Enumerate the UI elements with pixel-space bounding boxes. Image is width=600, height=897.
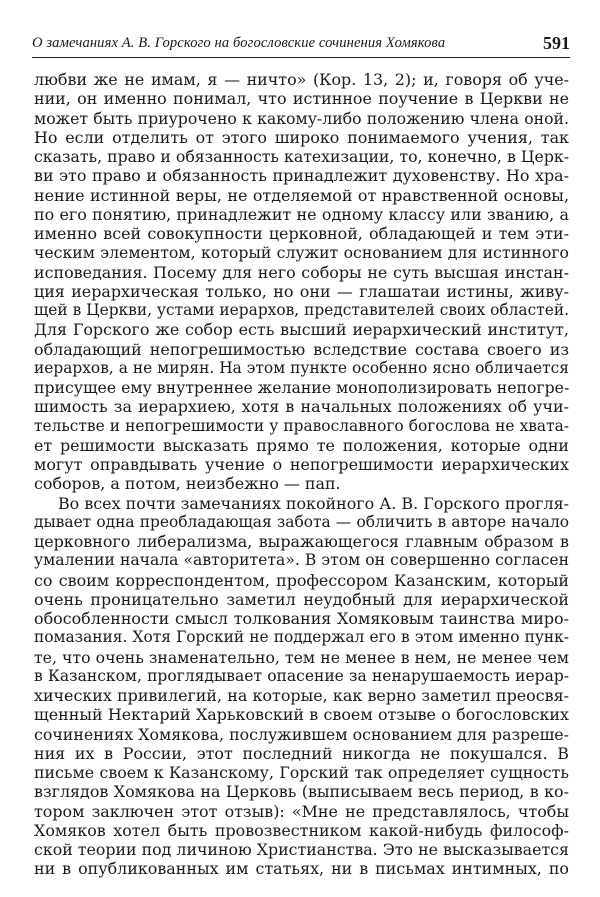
text-line: ния их в России, этот последний никогда не покушался. В [34,743,569,763]
paragraph-1 [34,70,569,494]
text-line: взглядов Хомякова на Церковь (выписываем весь период, в ко- [34,782,569,802]
text-line: исповедания. Посему для него соборы не суть высшая инстан- [34,262,569,282]
text-line: хических привилегий, на которые, как верно заметил преосвя- [34,686,569,705]
text-line: любви же не имам, я — ничто» (Кор. 13, 2); и, говоря об уче- [34,70,569,89]
text-line: ской теории под личиною Христианства. Это не высказывается [34,840,569,859]
text-line: именно всей совокупности церковной, обладающей и тем эти- [34,224,569,243]
text-line: может быть приурочено к какому-либо положению члена оной. [34,108,569,128]
text-line: дывает одна преобладающая забота — обличить в авторе начало [34,512,569,531]
text-line: церковного либерализма, выражающегося главным образом в [34,532,569,551]
text-line: ция иерархическая только, но они — глашатаи истины, живу- [34,281,569,301]
text-line: соборов, а потом, неизбежно — пап. [34,474,341,494]
text-line: помазания. Хотя Горский не поддержал его в этом именно пунк- [34,628,569,647]
running-head [32,33,570,55]
text-line: ни в опубликованных им статьях, ни в письмах интимных, по [34,859,569,879]
text-line: ет решимости высказать прямо те положения, которые одни [34,435,569,455]
text-line: письме своем к Казанскому, Горский так определяет сущность [34,763,569,782]
body-text [34,70,569,879]
text-line: тором заключен этот отзыв): «Мне не представлялось, чтобы [34,801,569,821]
text-line: Для Горского же собор есть высший иерархический институт, [34,320,569,340]
text-line: шимость за иерархиею, хотя в начальных положениях об учи- [34,397,569,417]
running-title: О замечаниях А. В. Горского на богословские сочинения Хомякова [32,35,446,51]
text-line: иерархов, а не мирян. На этом пункте особенно ясно обличается [34,358,569,377]
text-line: по его понятию, принадлежит не одному классу или званию, а [34,204,569,224]
text-line: присущее ему внутреннее желание монополизировать непогре- [34,378,570,397]
page-number: 591 [543,33,570,53]
text-line: ческим элементом, который служит основанием для истинного [34,243,569,263]
text-line: Но если отделить от этого широко понимаемого учения, так [34,127,569,147]
text-line: нение истинной веры, не отделяемой от нравственной основы, [34,185,569,205]
text-line: ви это право и обязанность принадлежит духовенству. Но хра- [34,166,569,186]
text-line: те, что очень знаменательно, тем не менее в нем, не менее чем [34,647,569,667]
text-line: обособленности смысл толкования Хомяковым таинства миро- [34,609,569,628]
text-line: Во всех почти замечаниях покойного А. В. Горского прогля- [58,493,569,513]
text-line: умалении начала «авторитета». В этом он совершенно согласен [34,551,569,570]
text-line: могут оправдывать учение о непогрешимости иерархических [34,455,569,474]
text-line: щей в Церкви, устами иерархов, представителей своих областей. [34,301,569,319]
header-rule [32,57,570,58]
text-line: обладающий непогрешимостью вследствие состава своего из [34,339,569,359]
paragraph-2 [34,494,569,879]
text-line: сочинениях Хомякова, послужившем основанием для разреше- [34,724,569,744]
text-line: очень проницательно заметил неудобный для иерархической [34,589,569,609]
text-line: нии, он именно понимал, что истинное поучение в Церкви не [34,89,569,109]
text-line: Хомяков хотел быть провозвестником какой-нибудь философ- [34,820,569,840]
text-line: щенный Нектарий Харьковский в своем отзыве о богословских [34,705,569,725]
text-line: в Казанском, проглядывает опасение за ненарушаемость иерар- [34,666,569,685]
text-line: тельстве и непогрешимости у православного богослова не хвата- [34,416,569,435]
text-line: со своим корреспондентом, профессором Казанским, который [34,570,569,590]
text-line: сказать, право и обязанность катехизации, то, конечно, в Церк- [34,147,569,166]
